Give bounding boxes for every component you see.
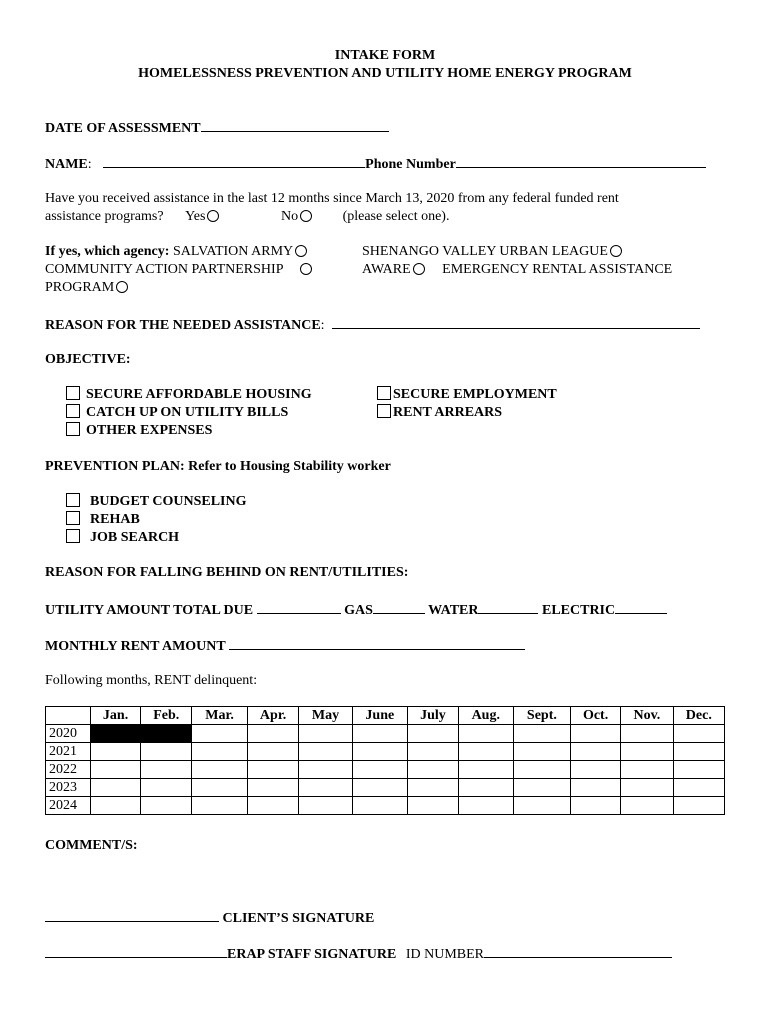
water-label: WATER — [428, 603, 479, 618]
month-cell[interactable] — [299, 779, 352, 797]
month-cell[interactable] — [352, 761, 408, 779]
reason-colon: : — [320, 318, 325, 333]
month-header: Jan. — [91, 707, 141, 725]
salvation-army-label: SALVATION ARMY — [172, 244, 294, 259]
prevention-item — [66, 511, 140, 529]
objective-item-label: RENT ARREARS — [393, 405, 503, 420]
yes-label: Yes — [185, 209, 206, 224]
month-cell[interactable] — [458, 797, 513, 815]
agency-row-2 — [45, 261, 312, 279]
shenango-radio[interactable] — [610, 245, 622, 257]
month-cell[interactable] — [673, 779, 724, 797]
month-header: Dec. — [673, 707, 724, 725]
month-header: May — [299, 707, 352, 725]
name-field[interactable] — [103, 154, 365, 168]
prevention-item-label: JOB SEARCH — [90, 530, 180, 545]
aware-radio[interactable] — [413, 263, 425, 275]
prevention-item-label: REHAB — [90, 512, 140, 527]
reason-label: REASON FOR THE NEEDED ASSISTANCE — [45, 318, 321, 333]
objective-item-label: CATCH UP ON UTILITY BILLS — [86, 405, 289, 420]
month-cell[interactable] — [458, 743, 513, 761]
table-row — [46, 761, 725, 779]
month-cell[interactable] — [247, 797, 299, 815]
rent-field[interactable] — [229, 636, 525, 650]
prevention-item — [66, 529, 179, 547]
month-cell[interactable] — [621, 725, 674, 743]
id-number-label: ID NUMBER — [405, 947, 484, 962]
form-title: INTAKE FORM — [334, 48, 436, 63]
month-cell[interactable] — [91, 779, 141, 797]
no-label: No — [280, 209, 299, 224]
client-signature-label: CLIENT’S SIGNATURE — [222, 911, 375, 926]
objective-item-label: SECURE EMPLOYMENT — [393, 387, 557, 402]
date-of-assessment-row — [45, 118, 389, 138]
year-cell: 2022 — [46, 761, 91, 779]
year-cell: 2024 — [46, 797, 91, 815]
month-cell[interactable] — [352, 779, 408, 797]
month-cell[interactable] — [571, 779, 621, 797]
reason-row — [45, 315, 700, 335]
agency-row-1-right — [362, 243, 622, 261]
month-cell-blocked — [91, 725, 141, 743]
month-cell[interactable] — [141, 797, 192, 815]
month-cell[interactable] — [571, 743, 621, 761]
objective-item-label: OTHER EXPENSES — [86, 423, 213, 438]
year-cell: 2021 — [46, 743, 91, 761]
month-cell[interactable] — [621, 779, 674, 797]
month-cell[interactable] — [141, 779, 192, 797]
name-phone-row — [45, 154, 706, 174]
assistance-question-line2 — [45, 208, 449, 226]
yes-radio[interactable] — [207, 210, 219, 222]
objective-item — [66, 404, 288, 422]
delinquent-months-table — [45, 706, 725, 815]
month-cell[interactable] — [408, 779, 459, 797]
month-cell[interactable] — [192, 725, 247, 743]
month-cell[interactable] — [192, 779, 247, 797]
client-signature-line[interactable] — [45, 908, 219, 922]
form-subtitle: HOMELESSNESS PREVENTION AND UTILITY HOME ENERGY PROGRAM — [138, 66, 632, 81]
month-cell[interactable] — [141, 761, 192, 779]
month-cell-blocked — [141, 725, 192, 743]
objective-item — [377, 404, 502, 422]
comments-label: COMMENT/S: — [45, 838, 138, 853]
objective-item — [66, 422, 212, 440]
year-cell: 2023 — [46, 779, 91, 797]
month-cell[interactable] — [192, 743, 247, 761]
month-cell[interactable] — [192, 797, 247, 815]
month-header: Feb. — [141, 707, 192, 725]
month-cell[interactable] — [571, 797, 621, 815]
month-header: Apr. — [247, 707, 299, 725]
objective-label: OBJECTIVE: — [45, 352, 131, 367]
checkbox[interactable] — [377, 404, 391, 418]
month-cell[interactable] — [673, 743, 724, 761]
assistance-question-line1: Have you received assistance in the last 12 months since March 13, 2020 from any federal funded rent — [45, 191, 619, 206]
delinquent-label: Following months, RENT delinquent: — [45, 673, 258, 688]
erap-label-part2: PROGRAM — [45, 280, 115, 295]
shenango-label: SHENANGO VALLEY URBAN LEAGUE — [362, 244, 608, 259]
month-cell[interactable] — [352, 797, 408, 815]
checkbox[interactable] — [66, 511, 80, 525]
month-cell[interactable] — [513, 779, 570, 797]
utility-total-label: UTILITY AMOUNT TOTAL DUE — [45, 603, 254, 618]
month-cell[interactable] — [513, 797, 570, 815]
gas-label: GAS — [344, 603, 373, 618]
month-cell[interactable] — [458, 779, 513, 797]
month-header: Aug. — [458, 707, 513, 725]
month-cell[interactable] — [247, 779, 299, 797]
checkbox[interactable] — [66, 529, 80, 543]
month-cell[interactable] — [141, 743, 192, 761]
electric-label: ELECTRIC — [541, 603, 616, 618]
prevention-item — [66, 493, 247, 511]
agency-row-2-right — [362, 261, 672, 279]
phone-field[interactable] — [456, 154, 706, 168]
electric-field[interactable] — [615, 600, 667, 614]
date-label: DATE OF ASSESSMENT — [45, 121, 201, 136]
month-cell[interactable] — [621, 743, 674, 761]
month-cell[interactable] — [192, 761, 247, 779]
aware-label: AWARE — [362, 262, 411, 277]
month-cell[interactable] — [458, 761, 513, 779]
prevention-label: PREVENTION PLAN: Refer to Housing Stability worker — [45, 459, 391, 474]
month-cell[interactable] — [408, 797, 459, 815]
month-cell[interactable] — [299, 761, 352, 779]
month-header: Mar. — [192, 707, 247, 725]
month-cell[interactable] — [299, 797, 352, 815]
month-cell[interactable] — [299, 743, 352, 761]
water-field[interactable] — [478, 600, 538, 614]
month-cell[interactable] — [513, 743, 570, 761]
objective-item-label: SECURE AFFORDABLE HOUSING — [86, 387, 312, 402]
month-cell[interactable] — [621, 797, 674, 815]
prevention-item-label: BUDGET COUNSELING — [90, 494, 247, 509]
objective-item — [377, 386, 557, 404]
month-cell[interactable] — [513, 725, 570, 743]
month-cell[interactable] — [91, 797, 141, 815]
agency-label: If yes, which agency: — [45, 244, 170, 259]
agency-row-3 — [45, 279, 128, 297]
table-header-row — [46, 707, 725, 725]
month-cell[interactable] — [621, 761, 674, 779]
month-cell[interactable] — [458, 725, 513, 743]
month-cell[interactable] — [673, 761, 724, 779]
staff-signature-line[interactable] — [45, 944, 227, 958]
reason-field[interactable] — [332, 315, 700, 329]
salvation-army-radio[interactable] — [295, 245, 307, 257]
checkbox[interactable] — [66, 422, 80, 436]
month-cell[interactable] — [408, 725, 459, 743]
month-cell[interactable] — [299, 725, 352, 743]
month-cell[interactable] — [247, 761, 299, 779]
erap-radio[interactable] — [116, 281, 128, 293]
month-cell[interactable] — [571, 761, 621, 779]
client-signature-row — [45, 908, 374, 928]
checkbox[interactable] — [377, 386, 391, 400]
staff-signature-row — [45, 944, 672, 964]
no-radio[interactable] — [300, 210, 312, 222]
checkbox[interactable] — [66, 386, 80, 400]
community-action-label: COMMUNITY ACTION PARTNERSHIP — [45, 262, 284, 277]
checkbox[interactable] — [66, 493, 80, 507]
month-cell[interactable] — [247, 743, 299, 761]
month-header: June — [352, 707, 408, 725]
month-cell[interactable] — [91, 761, 141, 779]
month-header: Nov. — [621, 707, 674, 725]
year-cell: 2020 — [46, 725, 91, 743]
month-cell[interactable] — [352, 725, 408, 743]
rent-row — [45, 636, 525, 656]
name-label: NAME — [45, 157, 88, 172]
table-row — [46, 797, 725, 815]
select-hint: (please select one). — [342, 209, 450, 224]
utility-row — [45, 600, 667, 620]
table-corner — [46, 707, 91, 725]
question-prefix: assistance programs? — [45, 209, 164, 224]
month-header: Oct. — [571, 707, 621, 725]
month-cell[interactable] — [513, 761, 570, 779]
table-row — [46, 743, 725, 761]
month-cell[interactable] — [408, 743, 459, 761]
erap-label-part1: EMERGENCY RENTAL ASSISTANCE — [442, 262, 673, 277]
name-colon: : — [87, 157, 92, 172]
utility-total-field[interactable] — [257, 600, 341, 614]
month-cell[interactable] — [673, 725, 724, 743]
checkbox[interactable] — [66, 404, 80, 418]
phone-label: Phone Number — [365, 157, 456, 172]
table-row — [46, 779, 725, 797]
staff-signature-label: ERAP STAFF SIGNATURE — [227, 947, 397, 962]
objective-item — [66, 386, 312, 404]
month-header: July — [408, 707, 459, 725]
month-cell[interactable] — [91, 743, 141, 761]
month-cell[interactable] — [673, 797, 724, 815]
month-cell[interactable] — [408, 761, 459, 779]
rent-label: MONTHLY RENT AMOUNT — [45, 639, 226, 654]
month-cell[interactable] — [571, 725, 621, 743]
agency-row-1 — [45, 243, 307, 261]
month-cell[interactable] — [352, 743, 408, 761]
table-row — [46, 725, 725, 743]
month-header: Sept. — [513, 707, 570, 725]
date-field[interactable] — [201, 118, 389, 132]
month-cell[interactable] — [247, 725, 299, 743]
falling-behind-label: REASON FOR FALLING BEHIND ON RENT/UTILITIES: — [45, 565, 409, 580]
id-number-field[interactable] — [484, 944, 672, 958]
gas-field[interactable] — [373, 600, 425, 614]
community-action-radio[interactable] — [300, 263, 312, 275]
